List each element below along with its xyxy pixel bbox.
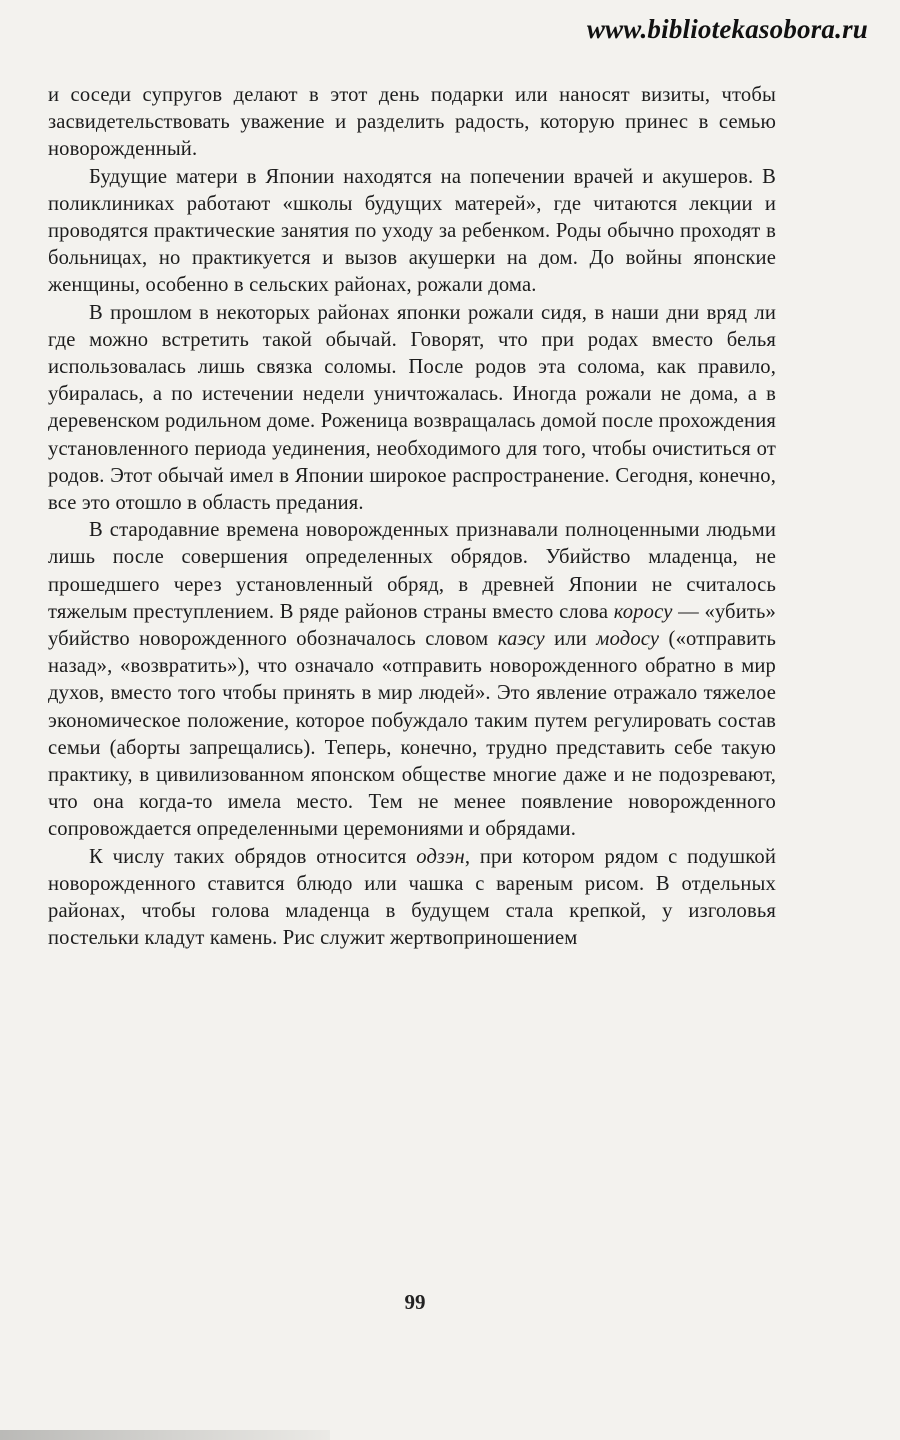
italic-term: модосу <box>596 628 660 651</box>
paragraph <box>48 844 776 953</box>
italic-term: каэсу <box>497 628 545 651</box>
text-run: и соседи супругов делают в этот день подарки или наносят визиты, чтобы засвидетельствовать уважение и разделить радость, которую принес в семью новорожденный. <box>48 84 776 161</box>
italic-term: коросу <box>613 600 673 623</box>
body-text <box>48 82 776 953</box>
text-run: или <box>544 628 597 651</box>
scan-smudge <box>0 1430 330 1440</box>
text-run: — «убить» убийство новорожденного обозначалось словом <box>48 600 776 651</box>
text-run: К числу таких обрядов относится <box>89 845 417 868</box>
text-run: , при котором рядом с подушкой новорожденного ставится блюдо или чашка с вареным рисом. В отдельных районах, чтобы голова младенца в будущем стала крепкой, у изголовья постельки кладут камень. Рис служит жертвоприношением <box>48 845 776 950</box>
paragraph <box>48 300 776 518</box>
italic-term: одзэн <box>416 845 465 868</box>
paragraph <box>48 82 776 164</box>
paragraph <box>48 164 776 300</box>
page-number: 99 <box>404 1290 426 1314</box>
text-run: («отправить назад», «возвратить»), что означало «отправить новорожденного обратно в мир духов, вместо того чтобы принять в мир людей». Это явление отражало тяжелое экономическое положение, которое побуждало таким путем регулировать состав семьи (аборты запрещались). Теперь, конечно, трудно представить себе такую практику, в цивилизованном японском обществе многие даже и не подозревают, что она когда-то имела место. Тем не менее появление новорожденного сопровождается определенными церемониями и обрядами. <box>48 628 776 841</box>
text-run: В прошлом в некоторых районах японки рожали сидя, в наши дни вряд ли где можно встретить такой обычай. Говорят, что при родах вместо белья использовалась лишь связка соломы. После родов эта солома, как правило, убиралась, а по истечении недели уничтожалась. Иногда рожали не дома, а в деревенском родильном доме. Роженица возвращалась домой после прохождения установленного периода уединения, необходимого для того, чтобы очиститься от родов. Этот обычай имел в Японии широкое распространение. Сегодня, конечно, все это отошло в область предания. <box>48 301 776 515</box>
watermark-url: www.bibliotekasobora.ru <box>586 14 868 44</box>
text-run: Будущие матери в Японии находятся на попечении врачей и акушеров. В поликлиниках работают «школы будущих матерей», где читаются лекции и проводятся практические занятия по уходу за ребенком. Роды обычно проходят в больницах, но практикуется и вызов акушерки на дом. До войны японские женщины, особенно в сельских районах, рожали дома. <box>48 165 776 297</box>
paragraph <box>48 517 776 843</box>
text-run: В стародавние времена новорожденных признавали полноценными людьми лишь после совершения определенных обрядов. Убийство младенца, не прошедшего через установленный обряд, в древней Японии не считалось тяжелым преступлением. В ряде районов страны вместо слова <box>48 519 776 623</box>
